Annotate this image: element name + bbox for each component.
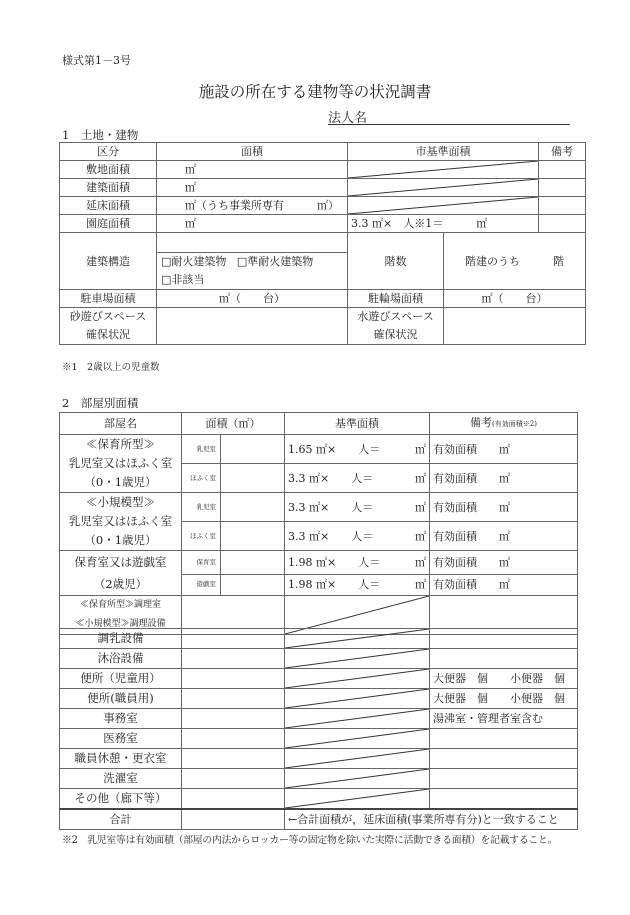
remark-cell[interactable] [430,729,578,749]
room-name: 便所（児童用） [60,669,182,689]
diagonal-cell [285,709,430,729]
formula-text: 1.65 ㎡× 人＝ [288,442,381,456]
room-group-label [60,551,182,596]
standard-formula[interactable] [285,574,430,595]
table-row [60,769,578,789]
room-list-table [59,628,578,830]
row-label: 建築面積 [60,179,157,197]
diagonal-cell [285,689,430,709]
bicycle-label: 駐輪場面積 [348,290,444,308]
header-remarks [430,413,578,435]
remark-cell[interactable] [430,769,578,789]
sub-room-label: 保育室 [182,551,221,575]
cooking-line: ≪小規模型≫調理設備 [75,619,166,629]
room-group-label [60,435,182,493]
group-line: 乳児室又はほふく室 [68,456,173,470]
room-name: 医務室 [60,729,182,749]
area-input[interactable] [182,749,285,769]
sand-play-line2: 確保状況 [86,328,130,341]
diagonal-cell [285,769,430,789]
room-name: その他（廊下等） [60,789,182,810]
remark-cell[interactable]: 大便器 個 小便器 個 [430,669,578,689]
table-row [60,649,578,669]
standard-formula[interactable] [285,464,430,493]
garden-standard-formula[interactable]: 3.3 ㎡× 人※1＝ ㎡ [348,215,539,233]
sand-play-label [60,308,157,345]
table-row [60,669,578,689]
remark-cell[interactable]: 有効面積 ㎡ [430,493,578,522]
unit: ㎡ [415,529,426,543]
land-building-table [59,142,586,345]
area-input[interactable] [182,709,285,729]
table-row [60,749,578,769]
header-area: 面積（㎡） [182,413,285,435]
formula-text: 3.3 ㎡× 人＝ [288,529,374,543]
diagonal-cell [348,197,539,215]
structure-blank[interactable] [157,233,348,253]
area-input[interactable] [221,522,285,551]
row-label: 園庭面積 [60,215,157,233]
header-remarks: 備考 [539,143,586,161]
sub-room-label: ほふく室 [182,464,221,493]
sub-room-label: ほふく室 [182,522,221,551]
remark-cell[interactable]: 大便器 個 小便器 個 [430,689,578,709]
header-standard-area: 市基準面積 [348,143,539,161]
diagonal-cell [348,161,539,179]
header-area: 面積 [157,143,348,161]
diagonal-cell [285,669,430,689]
section1-heading: 1 土地・建物 [62,128,139,142]
remarks-cell[interactable] [539,161,586,179]
table-row [60,161,586,179]
site-area-input[interactable]: ㎡ [157,161,348,179]
diagonal-cell [285,729,430,749]
parking-label: 駐車場面積 [60,290,157,308]
remark-cell[interactable]: 有効面積 ㎡ [430,435,578,464]
diagonal-cell [285,629,430,649]
room-name: 便所(職員用) [60,689,182,709]
bicycle-value[interactable]: ㎡（ 台） [444,290,586,308]
table-row [60,493,578,522]
total-label: 合計 [60,809,182,830]
group-line: 乳児室又はほふく室 [68,514,173,528]
room-name: 職員休憩・更衣室 [60,749,182,769]
table-row [60,789,578,810]
standard-formula[interactable] [285,435,430,464]
group-line: （0・1歳児） [84,475,157,489]
structure-options [157,253,348,290]
remarks-cell[interactable] [539,179,586,197]
area-input[interactable] [221,493,285,522]
area-input[interactable] [221,551,285,575]
remark-cell[interactable]: 有効面積 ㎡ [430,464,578,493]
corporation-label: 法人名 [328,111,368,126]
unit: ㎡ [415,500,426,514]
water-play-input[interactable] [444,308,586,345]
standard-formula[interactable] [285,522,430,551]
header-remarks-label: 備考 [470,416,493,429]
sand-play-line1: 砂遊びスペース [69,310,147,323]
sub-room-label: 乳児室 [182,435,221,464]
unit: ㎡ [415,442,426,456]
row-label: 延床面積 [60,197,157,215]
room-group-label [60,493,182,551]
total-row [60,809,578,830]
room-area-table [59,412,578,635]
table-row [60,551,578,575]
group-line: ≪保育所型≫ [86,437,155,451]
remarks-cell[interactable] [539,197,586,215]
row-label: 敷地面積 [60,161,157,179]
formula-text: 3.3 ㎡× 人＝ [288,500,374,514]
room-name: 事務室 [60,709,182,729]
remark-cell[interactable]: 有効面積 ㎡ [430,551,578,575]
group-line: （2歳児） [93,577,148,591]
parking-value[interactable]: ㎡（ 台） [157,290,348,308]
water-play-line2: 確保状況 [373,328,418,341]
table-row [60,435,578,464]
structure-label: 建築構造 [60,233,157,290]
diagonal-cell [285,789,430,810]
formula-text: 1.98 ㎡× 人＝ [288,555,381,569]
floors-value[interactable]: 階建のうち 階 [444,233,586,290]
area-input[interactable] [221,435,285,464]
group-line: （0・1歳児） [84,533,157,547]
table-row [60,709,578,729]
remarks-cell[interactable] [539,215,586,233]
total-note: ←合計面積が，延床面積(事業所専有分)と一致すること [285,809,578,830]
table-row [60,179,586,197]
total-area-input[interactable] [182,809,285,830]
standard-formula[interactable] [285,493,430,522]
table-row [60,689,578,709]
header-room-name: 部屋名 [60,413,182,435]
floor-area-input[interactable]: ㎡（うち事業所専有 ㎡） [157,197,348,215]
garden-area-input[interactable]: ㎡ [157,215,348,233]
area-input[interactable] [182,629,285,649]
diagonal-cell [348,179,539,197]
semi-fireproof-checkbox[interactable]: □準耐火建築物 [236,255,314,268]
diagonal-cell [285,749,430,769]
standard-formula[interactable] [285,551,430,575]
sub-room-label: 遊戯室 [182,574,221,595]
table-row [60,629,578,649]
area-input[interactable] [221,464,285,493]
water-play-line1: 水遊びスペース [357,310,434,323]
remark-cell[interactable] [430,789,578,810]
area-input[interactable] [182,649,285,669]
unit: ㎡ [415,578,426,592]
room-name: 調乳設備 [60,629,182,649]
room-name: 洗濯室 [60,769,182,789]
remark-cell[interactable] [430,649,578,669]
water-play-label [348,308,444,345]
header-category: 区分 [60,143,157,161]
area-input[interactable] [182,729,285,749]
header-standard: 基準面積 [285,413,430,435]
section2-heading: 2 部屋別面積 [62,396,139,410]
fireproof-checkbox[interactable]: □耐火建築物 [161,255,227,268]
area-input[interactable] [182,789,285,810]
area-input[interactable] [182,669,285,689]
formula-text: 3.3 ㎡× 人＝ [288,471,374,485]
group-line: ≪小規模型≫ [86,495,155,509]
header-remarks-note: (有効面積※2) [492,420,537,428]
remark-cell[interactable] [430,629,578,649]
sub-room-label: 乳児室 [182,493,221,522]
remark-cell[interactable]: 有効面積 ㎡ [430,522,578,551]
table-row [60,215,586,233]
remark-cell[interactable]: 湯沸室・管理者室含む [430,709,578,729]
room-name: 沐浴設備 [60,649,182,669]
not-applicable-checkbox[interactable]: □非該当 [161,273,205,286]
page-title: 施設の所在する建物等の状況調書 [198,83,432,101]
form-number: 様式第1－3号 [62,54,131,67]
area-input[interactable] [182,769,285,789]
remark-cell[interactable]: 有効面積 ㎡ [430,574,578,595]
floors-label: 階数 [348,233,444,290]
footnote-1: ※1 2歳以上の児童数 [62,362,160,373]
sand-play-input[interactable] [157,308,348,345]
building-area-input[interactable]: ㎡ [157,179,348,197]
table-row [60,729,578,749]
unit: ㎡ [415,555,426,569]
footnote-2: ※2 乳児室等は有効面積（部屋の内法からロッカー等の固定物を除いた実際に活動できる面積）を記載すること。 [62,835,558,846]
corporation-name-field[interactable] [328,107,570,125]
formula-text: 1.98 ㎡× 人＝ [288,578,381,592]
remark-cell[interactable] [430,749,578,769]
area-input[interactable] [221,574,285,595]
area-input[interactable] [182,689,285,709]
unit: ㎡ [415,471,426,485]
table-row [60,197,586,215]
diagonal-cell [285,649,430,669]
group-line: 保育室又は遊戯室 [74,555,167,569]
cooking-line: ≪保育所型≫調理室 [79,600,161,610]
